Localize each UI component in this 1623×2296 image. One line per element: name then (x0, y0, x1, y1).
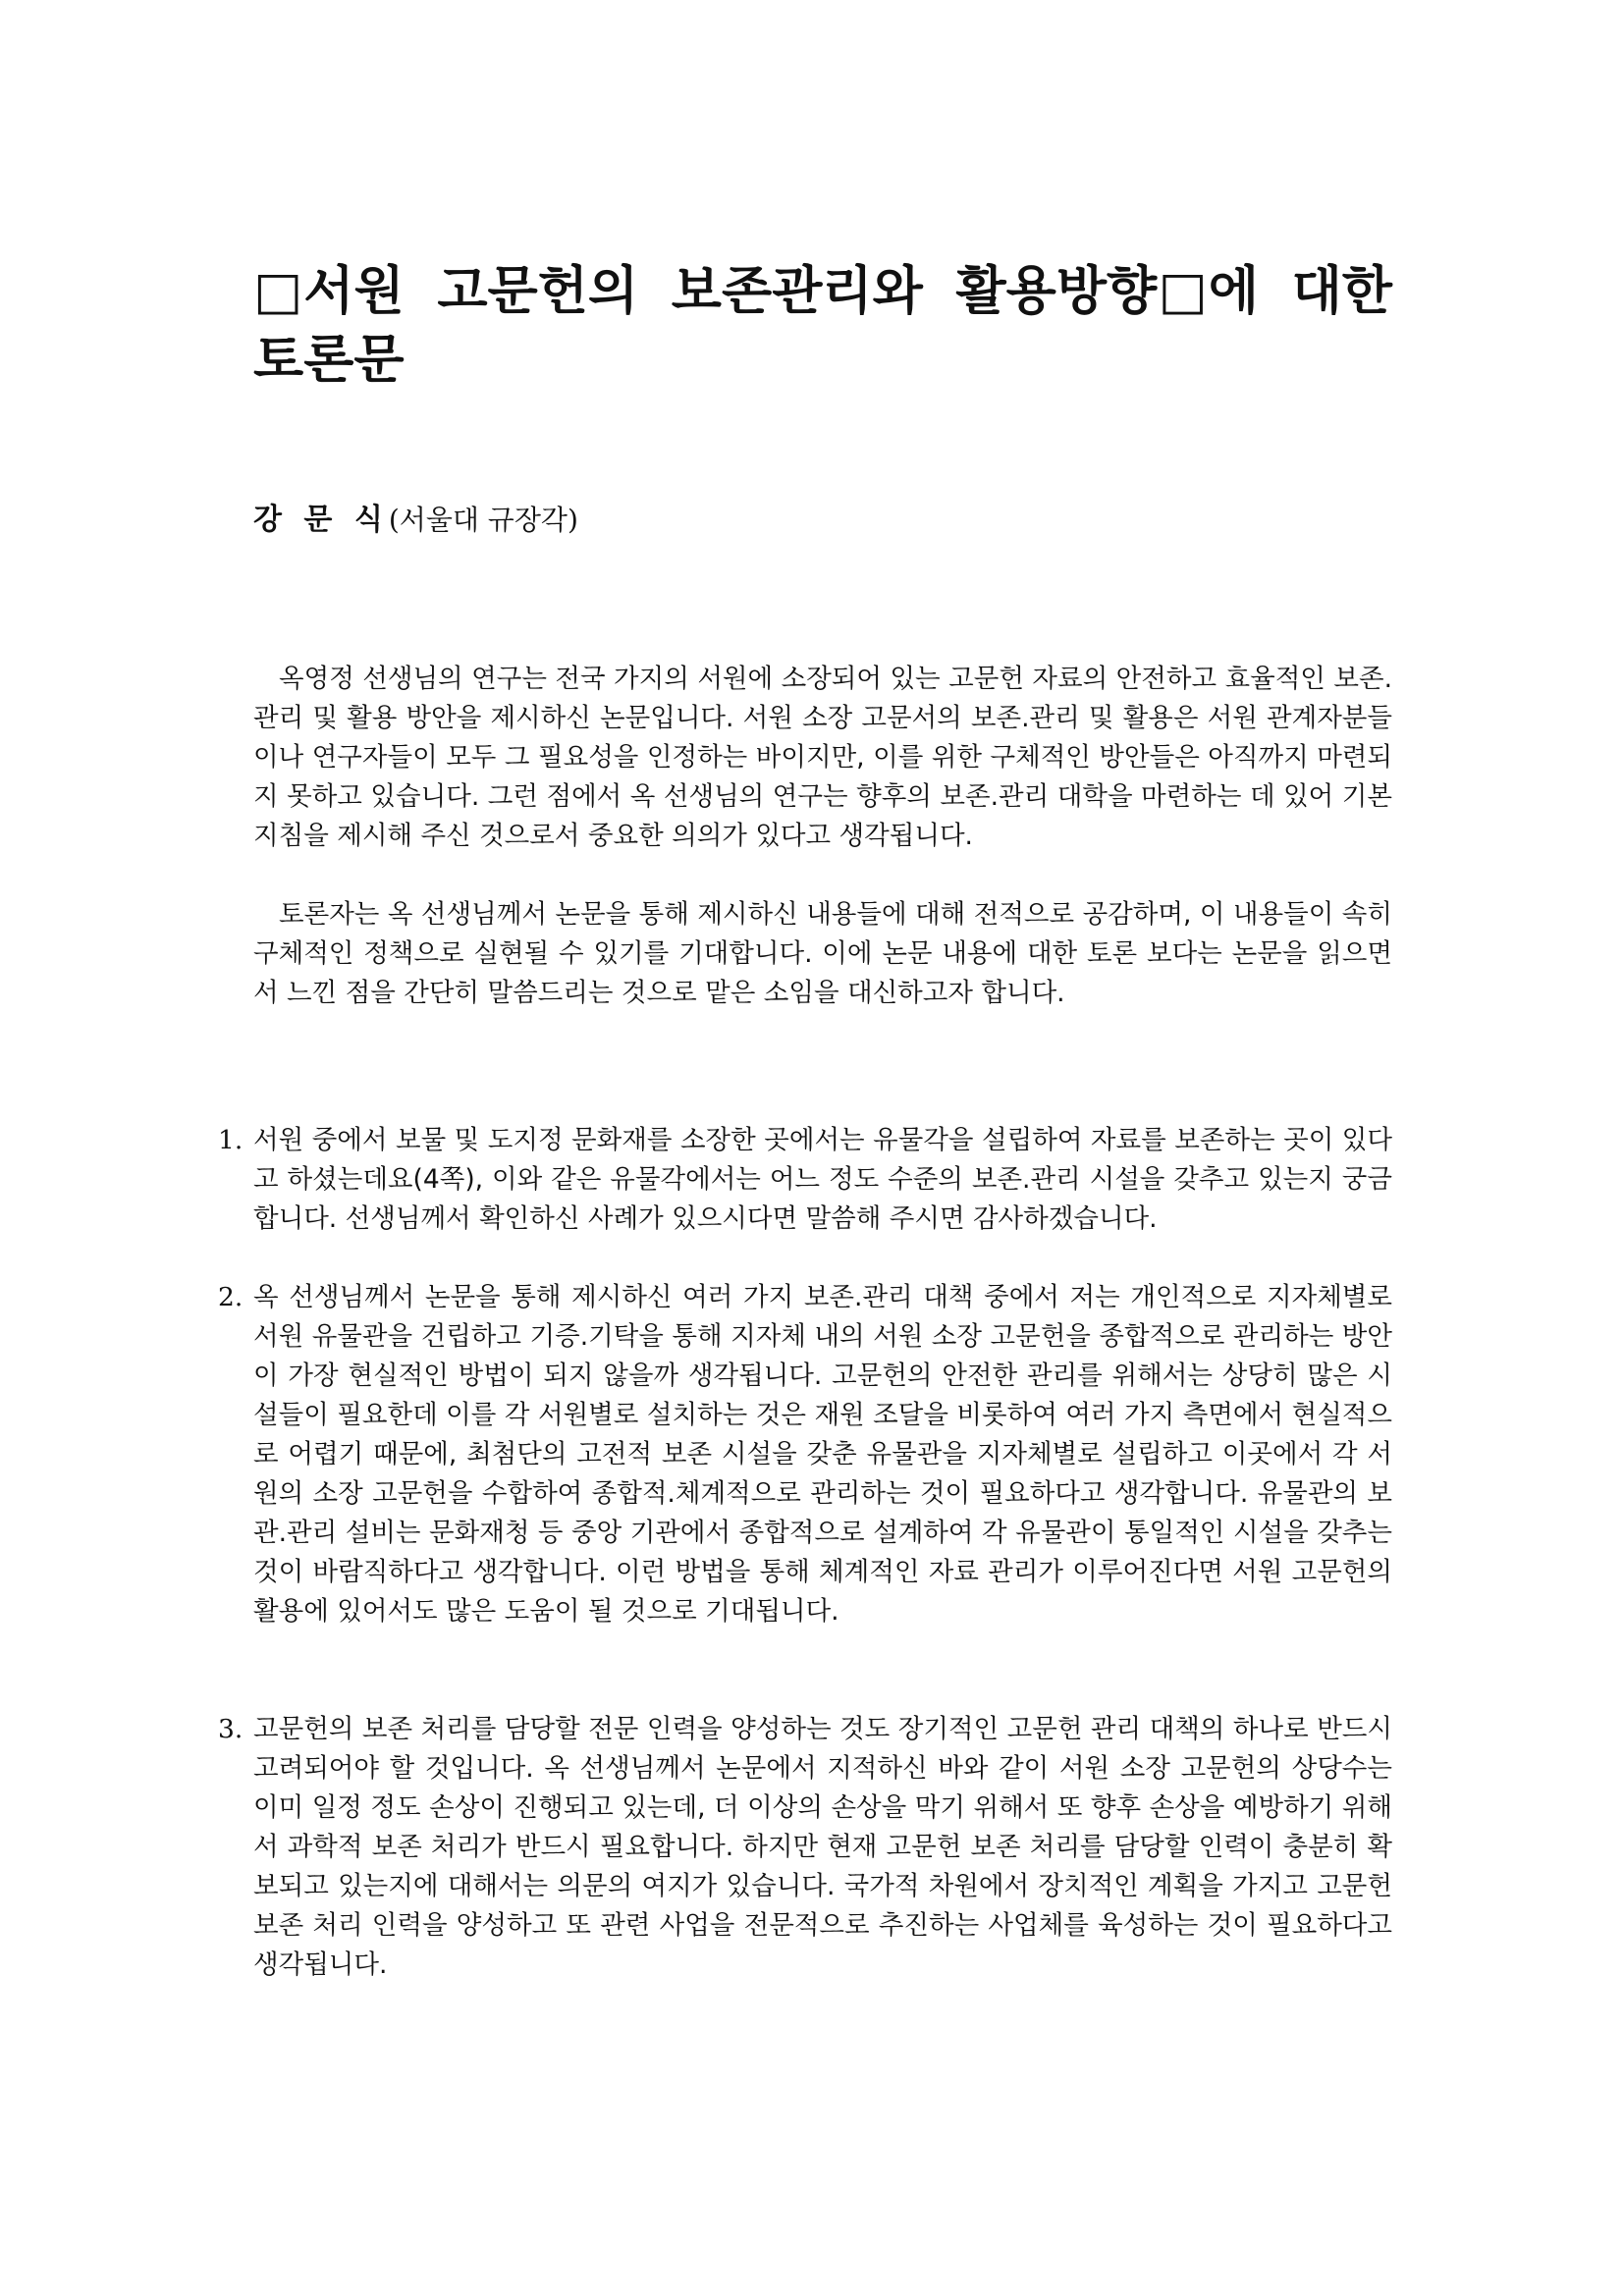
intro-paragraph-1: 옥영정 선생님의 연구는 전국 가지의 서원에 소장되어 있는 고문헌 자료의 안전하고 효율적인 보존.관리 및 활용 방안을 제시하신 논문입니다. 서원 소장 고문서의 보존.관리 및 활용은 서원 관계자분들이나 연구자들이 모두 그 필요성을 인정하는 바이지만, 이를 위한 구체적인 방안들은 아직까지 마련되지 못하고 있습니다. 그런 점에서 옥 선생님의 연구는 향후의 보존.관리 대학을 마련하는 데 있어 기본 지침을 제시해 주신 것으로서 중요한 의의가 있다고 생각됩니다. (253, 664, 1392, 851)
list-item-text: 고문헌의 보존 처리를 담당할 전문 인력을 양성하는 것도 장기적인 고문헌 관리 대책의 하나로 반드시 고려되어야 할 것입니다. 옥 선생님께서 논문에서 지적하신 바와 같이 서원 소장 고문헌의 상당수는 이미 일정 정도 손상이 진행되고 있는데, 더 이상의 손상을 막기 위해서 또 향후 손상을 예방하기 위해서 과학적 보존 처리가 반드시 필요합니다. 하지만 현재 고문헌 보존 처리를 담당할 인력이 충분히 확보되고 있는지에 대해서는 의문의 여지가 있습니다. 국가적 차원에서 장치적인 계획을 가지고 고문헌 보존 처리 인력을 양성하고 또 관련 사업을 전문적으로 추진하는 사업체를 육성하는 것이 필요하다고 생각됩니다. (253, 1714, 1392, 1980)
list-item-number: 3. (218, 1714, 243, 1744)
list-item (218, 1278, 1392, 1631)
list-item-text: 서원 중에서 보물 및 도지정 문화재를 소장한 곳에서는 유물각을 설립하여 자료를 보존하는 곳이 있다고 하셨는데요(4쪽), 이와 같은 유물각에서는 어느 정도 수준의 보존.관리 시설을 갖추고 있는지 궁금합니다. 선생님께서 확인하신 사례가 있으시다면 말씀해 주시면 감사하겠습니다. (253, 1125, 1392, 1234)
list-item-text: 옥 선생님께서 논문을 통해 제시하신 여러 가지 보존.관리 대책 중에서 저는 개인적으로 지자체별로 서원 유물관을 건립하고 기증.기탁을 통해 지자체 내의 서원 소장 고문헌을 종합적으로 관리하는 방안이 가장 현실적인 방법이 되지 않을까 생각됩니다. 고문헌의 안전한 관리를 위해서는 상당히 많은 시설들이 필요한데 이를 각 서원별로 설치하는 것은 재원 조달을 비롯하여 여러 가지 측면에서 현실적으로 어렵기 때문에, 최첨단의 고전적 보존 시설을 갖춘 유물관을 지자체별로 설립하고 이곳에서 각 서원의 소장 고문헌을 수합하여 종합적.체계적으로 관리하는 것이 필요하다고 생각합니다. 유물관의 보관.관리 설비는 문화재청 등 중앙 기관에서 종합적으로 설계하여 각 유물관이 통일적인 시설을 갖추는 것이 바람직하다고 생각합니다. 이런 방법을 통해 체계적인 자료 관리가 이루어진다면 서원 고문헌의 활용에 있어서도 많은 도움이 될 것으로 기대됩니다. (253, 1282, 1392, 1627)
list-item-number: 2. (218, 1282, 243, 1312)
author-affiliation: (서울대 규장각) (388, 504, 578, 536)
list-item-number: 1. (218, 1125, 243, 1155)
intro-paragraph-2: 토론자는 옥 선생님께서 논문을 통해 제시하신 내용들에 대해 전적으로 공감하며, 이 내용들이 속히 구체적인 정책으로 실현될 수 있기를 기대합니다. 이에 논문 내용에 대한 토론 보다는 논문을 읽으면서 느낀 점을 간단히 말씀드리는 것으로 맡은 소임을 대신하고자 합니다. (253, 899, 1392, 1008)
list-item (218, 1710, 1392, 1985)
document-title: □서원 고문헌의 보존관리와 활용방향□에 대한 토론문 (253, 261, 1392, 390)
list-item (218, 1121, 1392, 1239)
author-line (253, 501, 578, 540)
author-name: 강 문 식 (253, 503, 389, 537)
